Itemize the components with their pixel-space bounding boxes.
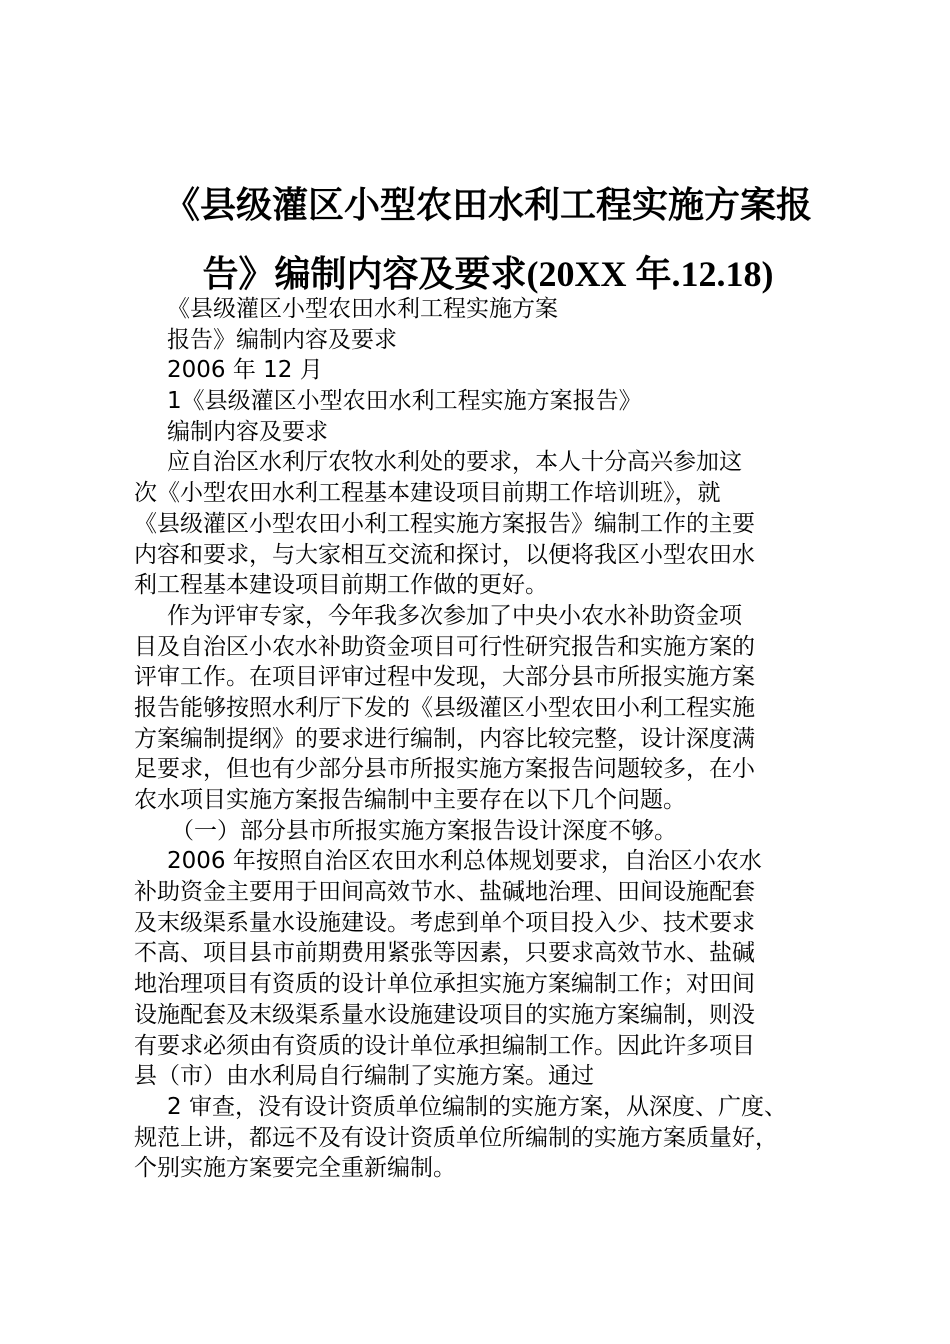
body-line: 1《县级灌区小型农田水利工程实施方案报告》: [167, 388, 642, 415]
document-title: [100, 178, 876, 303]
document-body: [134, 294, 834, 1184]
body-line: 补助资金主要用于田间高效节水、盐碱地治理、田间设施配套: [134, 879, 755, 906]
body-line: 应自治区水利厅农牧水利处的要求，本人十分高兴参加这: [167, 449, 742, 476]
body-line: 《县级灌区小型农田水利工程实施方案: [167, 296, 558, 322]
body-line: 方案编制提纲》的要求进行编制，内容比较完整，设计深度满: [134, 725, 755, 752]
body-line: 《县级灌区小型农田小利工程实施方案报告》编制工作的主要: [134, 510, 755, 537]
body-line: 利工程基本建设项目前期工作做的更好。: [134, 572, 548, 599]
body-line: 及末级渠系量水设施建设。考虑到单个项目投入少、技术要求: [134, 909, 755, 936]
section-heading: （一）部分县市所报实施方案报告设计深度不够。: [171, 817, 677, 844]
body-line: 报告》编制内容及要求: [167, 326, 397, 353]
title-date: (20XX 年.12.18): [526, 254, 774, 294]
body-line: 内容和要求，与大家相互交流和探讨，以便将我区小型农田水: [134, 541, 755, 568]
body-line: 有要求必须由有资质的设计单位承担编制工作。因此许多项目: [134, 1032, 755, 1059]
body-line: 农水项目实施方案报告编制中主要存在以下几个问题。: [134, 787, 686, 813]
body-line: 评审工作。在项目评审过程中发现，大部分县市所报实施方案: [134, 664, 755, 691]
body-line: 设施配套及末级渠系量水设施建设项目的实施方案编制，则没: [134, 1001, 755, 1028]
body-line: 地治理项目有资质的设计单位承担实施方案编制工作；对田间: [134, 971, 755, 998]
title-line-1: 《县级灌区小型农田水利工程实施方案报: [163, 185, 812, 226]
body-line: 个别实施方案要完全重新编制。: [134, 1155, 456, 1182]
body-line: 目及自治区小农水补助资金项目可行性研究报告和实施方案的: [134, 633, 755, 660]
body-line: 报告能够按照水利厅下发的《县级灌区小型农田小利工程实施: [134, 694, 755, 721]
body-line: 足要求，但也有少部分县市所报实施方案报告问题较多，在小: [134, 756, 755, 783]
body-line: 2 审查，没有设计资质单位编制的实施方案，从深度、广度、: [167, 1093, 787, 1120]
body-line: 作为评审专家，今年我多次参加了中央小农水补助资金项: [167, 602, 742, 629]
body-line: 县（市）由水利局自行编制了实施方案。通过: [134, 1063, 594, 1090]
body-line: 次《小型农田水利工程基本建设项目前期工作培训班》，就: [134, 480, 721, 507]
body-line: 规范上讲，都远不及有设计资质单位所编制的实施方案质量好，: [134, 1124, 778, 1151]
body-line: 2006 年按照自治区农田水利总体规划要求，自治区小农水: [167, 848, 762, 875]
title-line-2-text: 告》编制内容及要求: [202, 254, 527, 295]
body-line: 2006 年 12 月: [167, 357, 323, 384]
body-line: 不高、项目县市前期费用紧张等因素，只要求高效节水、盐碱: [134, 940, 755, 967]
body-line: 编制内容及要求: [167, 418, 328, 445]
